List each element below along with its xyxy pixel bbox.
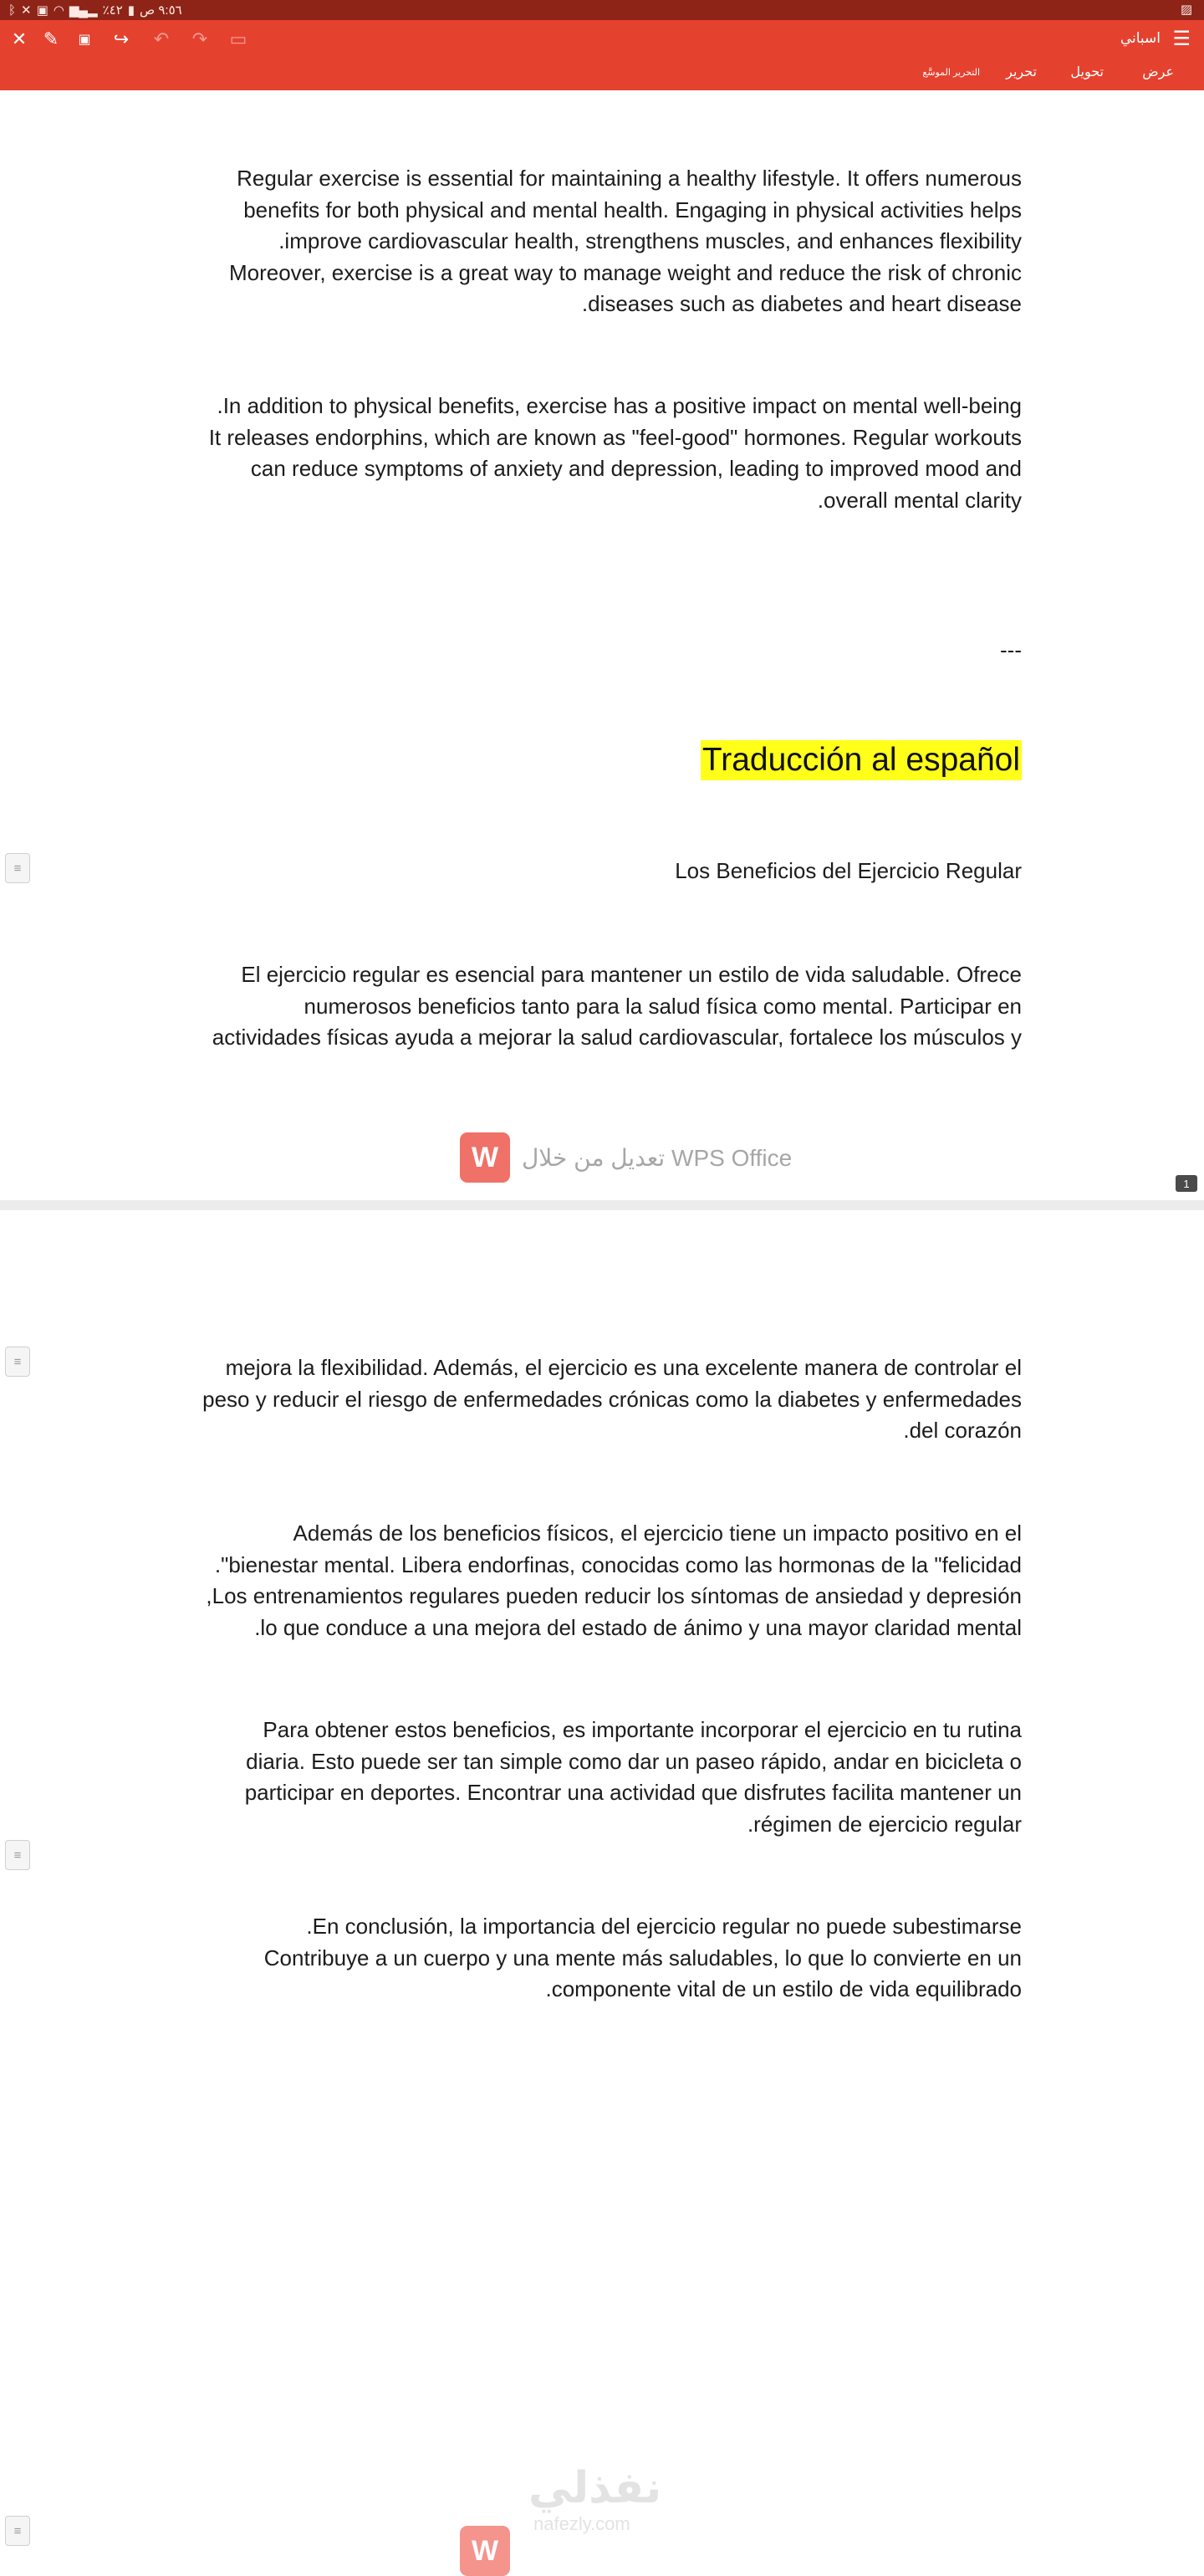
text-line: peso y reducir el riesgo de enfermedades crónicas como la diabetes y enfermedades — [202, 1386, 1022, 1412]
paragraph-es-1 — [152, 959, 1022, 1054]
battery-level: ٤٢٪ — [102, 3, 123, 18]
app-toolbar — [0, 20, 1204, 90]
status-time: ٩:٥٦ ص — [140, 3, 182, 18]
text-line: El ejercicio regular es esencial para mantener un estilo de vida saludable. Ofrece — [241, 962, 1022, 987]
paragraph-es-3 — [152, 1518, 1022, 1643]
paragraph-es-2 — [152, 1352, 1022, 1447]
text-line: Contribuye a un cuerpo y una mente más saludables, lo que lo convierte en un — [263, 1945, 1022, 1970]
pen-icon[interactable]: ✎ — [43, 28, 59, 49]
text-line: It releases endorphins, which are known as "feel-good" hormones. Regular workouts — [208, 424, 1022, 450]
text-line: Además de los beneficios físicos, el ejercicio tiene un impacto positivo en el — [293, 1521, 1022, 1546]
window-icon[interactable]: ▭ — [229, 28, 247, 49]
nafezly-logo: نفذلي — [528, 2464, 662, 2512]
subheading-benefits: Los Beneficios del Ejercicio Regular — [675, 858, 1022, 883]
close-icon[interactable]: ✕ — [11, 28, 28, 49]
nafezly-url: nafezly.com — [533, 2513, 630, 2534]
battery-icon: ▮ — [127, 3, 135, 18]
paragraph-handle-icon[interactable]: ≡ — [5, 853, 30, 883]
page-view-icon[interactable]: ▣ — [78, 33, 91, 47]
text-line: .overall mental clarity — [817, 487, 1022, 513]
text-line: Moreover, exercise is a great way to manage weight and reduce the risk of chronic — [228, 259, 1022, 285]
paragraph-handle-icon[interactable]: ≡ — [5, 2516, 30, 2546]
data-icon: ▣ — [36, 3, 48, 18]
tab-extended-edit[interactable]: التحرير الموسَّع — [922, 68, 980, 78]
text-line: diaria. Esto puede ser tan simple como dar un paseo rápido, andar en bicicleta o — [246, 1748, 1022, 1774]
redo-icon[interactable]: ↷ — [191, 28, 208, 49]
text-line: participar en deportes. Encontrar una actividad que disfrutes facilita mantener un — [244, 1780, 1022, 1805]
mute-icon: ✕ — [21, 3, 32, 18]
text-line: .In addition to physical benefits, exercise has a positive impact on mental well-being — [217, 393, 1022, 418]
tab-view[interactable]: عرض — [1142, 65, 1174, 79]
text-line: .componente vital de un estilo de vida equilibrado — [545, 1976, 1022, 2001]
page-divider — [0, 1200, 1204, 1210]
text-line: mejora la flexibilidad. Además, el ejercicio es una excelente manera de controlar el — [225, 1355, 1022, 1380]
paragraph-es-4 — [152, 1715, 1022, 1840]
text-line: can reduce symptoms of anxiety and depression, leading to improved mood and — [250, 456, 1022, 481]
text-line: Regular exercise is essential for maintaining a healthy lifestyle. It offers numerous — [237, 166, 1022, 191]
text-line: .En conclusión, la importancia del ejercicio regular no puede subestimarse — [306, 1914, 1022, 1939]
paragraph-en-2 — [152, 391, 1022, 516]
text-line: .improve cardiovascular health, strengthens muscles, and enhances flexibility — [278, 228, 1022, 253]
page-number-badge: 1 — [1176, 1175, 1197, 1192]
gallery-icon: ▨ — [1180, 3, 1192, 17]
tab-convert[interactable]: تحويل — [1070, 65, 1104, 79]
paragraph-handle-icon[interactable]: ≡ — [5, 1840, 30, 1870]
wps-logo-icon: W — [460, 2526, 510, 2576]
watermark-text: تعديل من خلال WPS Office — [522, 1144, 793, 1171]
text-line: ."bienestar mental. Libera endorfinas, conocidas como las hormonas de la "felicidad — [214, 1551, 1022, 1577]
wps-watermark — [460, 1132, 792, 1183]
wps-logo-icon: W — [460, 1132, 510, 1183]
undo-icon[interactable]: ↶ — [153, 28, 170, 49]
status-left — [8, 3, 182, 18]
separator-text: --- — [1000, 637, 1022, 662]
document-title: اسباني — [1120, 30, 1161, 46]
menu-icon[interactable]: ☰ — [1172, 28, 1191, 50]
text-line: actividades físicas ayuda a mejorar la salud cardiovascular, fortalece los músculos y — [212, 1025, 1022, 1050]
text-line: .diseases such as diabetes and heart disease — [581, 291, 1022, 316]
text-line: numerosos beneficios tanto para la salud física como mental. Participar en — [304, 993, 1022, 1019]
text-line: ,Los entrenamientos regulares pueden reducir los síntomas de ansiedad y depresión — [206, 1583, 1022, 1608]
paragraph-handle-icon[interactable]: ≡ — [5, 1347, 30, 1377]
paragraph-es-5 — [152, 1911, 1022, 2006]
wifi-icon: ◠ — [53, 3, 64, 18]
text-line: Para obtener estos beneficios, es importante incorporar el ejercicio en tu rutina — [263, 1717, 1022, 1742]
text-line: .del corazón — [903, 1418, 1022, 1443]
tab-edit[interactable]: تحرير — [1006, 65, 1037, 79]
wps-watermark-cropped — [460, 2526, 510, 2576]
text-line: .régimen de ejercicio regular — [747, 1811, 1022, 1837]
signal-icon: ▂▄▆ — [69, 3, 98, 18]
heading-translation: Traducción al español — [701, 740, 1022, 780]
share-icon[interactable]: ↪ — [113, 28, 130, 49]
text-line: benefits for both physical and mental health. Engaging in physical activities helps — [243, 197, 1022, 222]
paragraph-en-1 — [152, 163, 1022, 320]
text-line: .lo que conduce a una mejora del estado de ánimo y una mayor claridad mental — [254, 1614, 1022, 1640]
bluetooth-icon: ᛒ — [8, 3, 17, 18]
status-bar — [0, 0, 1204, 20]
